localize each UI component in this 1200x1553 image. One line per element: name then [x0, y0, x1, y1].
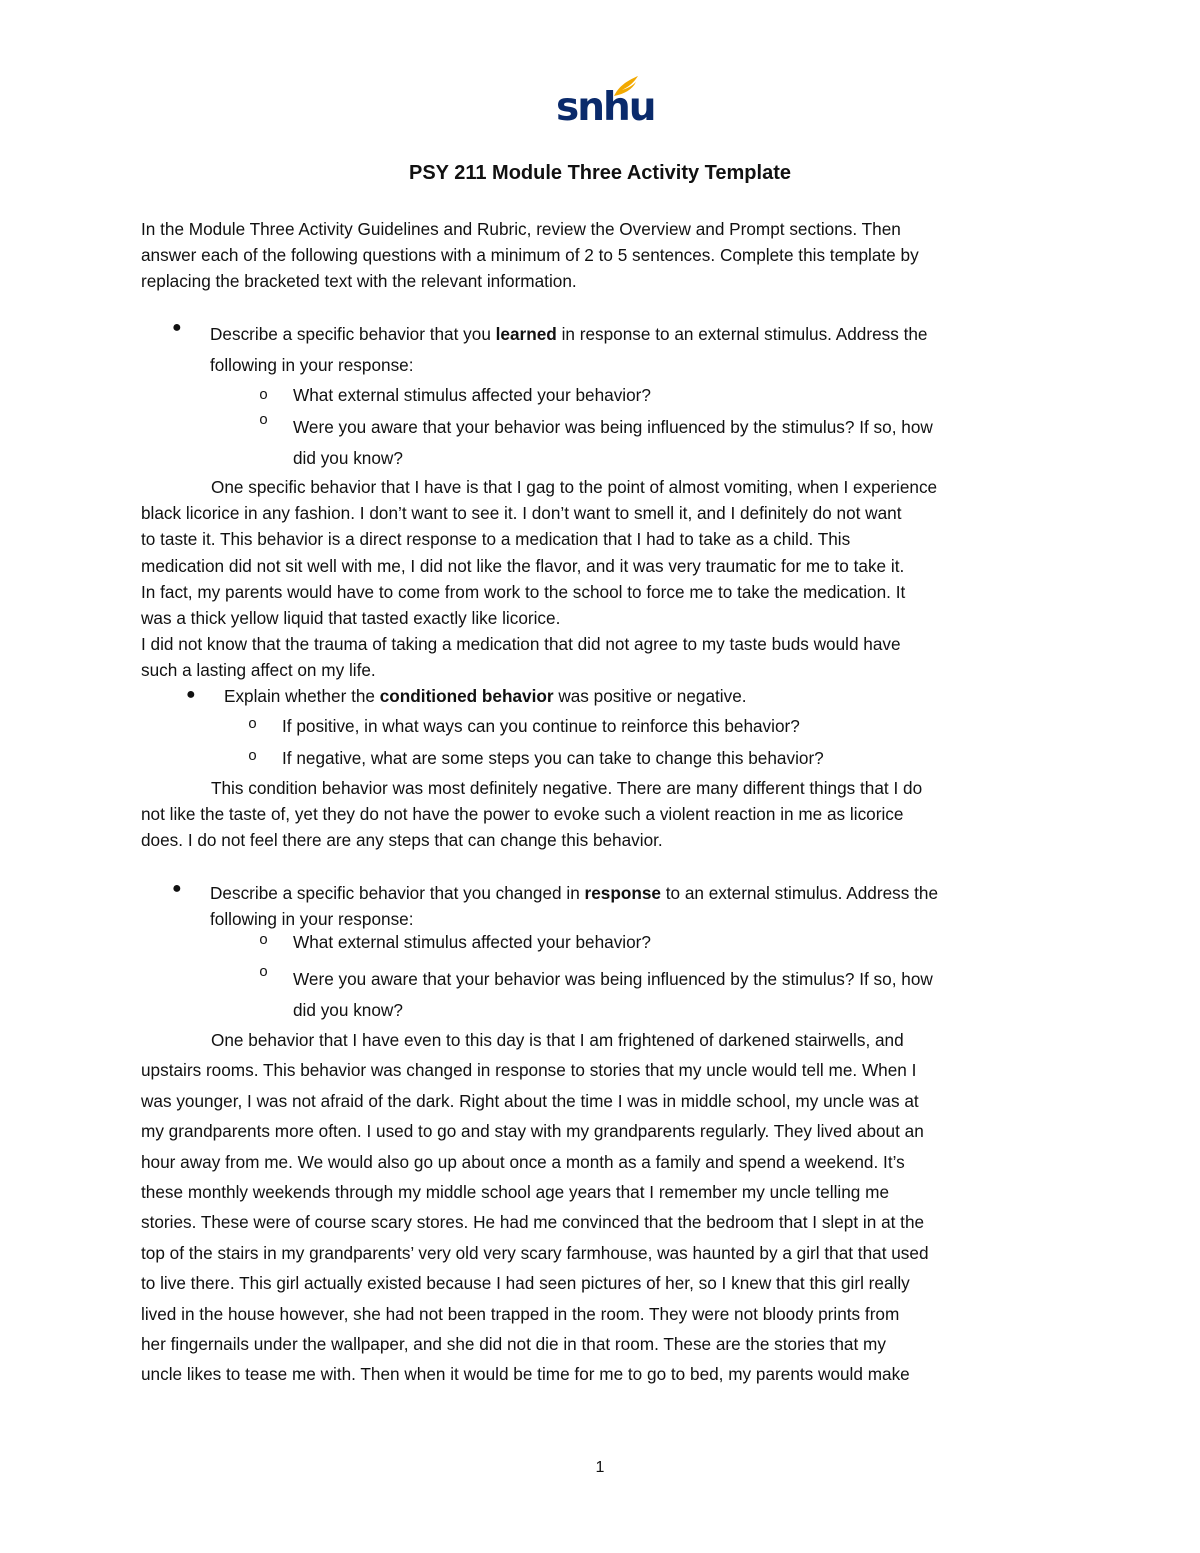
sub-question-text: If negative, what are some steps you can take to change this behavior?: [282, 748, 824, 768]
answer-line: my grandparents more often. I used to go and stay with my grandparents regularly. They lived about an: [141, 1121, 924, 1142]
answer-line: medication did not sit well with me, I did not like the flavor, and it was very traumatic for me to take it.: [141, 555, 905, 576]
answer-2: [141, 775, 1061, 853]
answer-line: to taste it. This behavior is a direct response to a medication that I had to take as a child. This: [141, 529, 851, 550]
answer-line: This condition behavior was most definitely negative. There are many different things that I do: [211, 778, 923, 798]
answer-line: top of the stairs in my grandparents’ very old very scary farmhouse, was haunted by a girl that that used: [141, 1242, 929, 1263]
question-text: was positive or negative.: [553, 686, 747, 706]
answer-line: does. I do not feel there are any steps that can change this behavior.: [141, 830, 663, 850]
intro-line: answer each of the following questions with a minimum of 2 to 5 sentences. Complete this template by: [141, 245, 919, 265]
bullet-icon: ●: [172, 880, 182, 897]
answer-line: hour away from me. We would also go up about once a month as a family and spend a weekend. It’s: [141, 1151, 905, 1172]
question-keyword: conditioned behavior: [379, 686, 554, 706]
sub-bullet-icon: o: [259, 412, 269, 429]
bullet-icon: ●: [172, 319, 182, 336]
intro-paragraph: [141, 216, 1061, 294]
question-2-sub-1: [248, 716, 800, 737]
question-keyword: learned: [495, 324, 557, 344]
question-2: [186, 686, 747, 707]
sub-bullet-icon: o: [259, 387, 269, 404]
snhu-logo: [556, 74, 655, 134]
question-text: Explain whether the: [224, 686, 380, 706]
intro-line: In the Module Three Activity Guidelines and Rubric, review the Overview and Prompt sections. Then: [141, 219, 901, 239]
question-text: following in your response:: [210, 355, 414, 375]
sub-question-text: What external stimulus affected your behavior?: [293, 385, 651, 405]
sub-question-text: Were you aware that your behavior was being influenced by the stimulus? If so, how: [293, 417, 933, 437]
question-1-sub-1: [259, 380, 651, 411]
question-3: [172, 880, 939, 932]
sub-bullet-icon: o: [259, 932, 269, 949]
sub-question-text: If positive, in what ways can you continue to reinforce this behavior?: [282, 716, 800, 736]
answer-line: lived in the house however, she had not been trapped in the room. They were not bloody prints from: [141, 1303, 900, 1324]
sub-question-text: What external stimulus affected your behavior?: [293, 932, 651, 952]
sub-bullet-icon: o: [248, 748, 258, 765]
question-1: [172, 319, 928, 381]
answer-1: [141, 474, 1061, 684]
sub-bullet-icon: o: [259, 964, 269, 981]
answer-line: uncle likes to tease me with. Then when it would be time for me to go to bed, my parents would make: [141, 1364, 910, 1385]
sub-question-text: did you know?: [293, 1000, 403, 1020]
question-text: following in your response:: [210, 909, 414, 929]
answer-line: was a thick yellow liquid that tasted exactly like licorice.: [141, 608, 561, 629]
answer-line: One behavior that I have even to this day is that I am frightened of darkened stairwells, and: [211, 1030, 904, 1050]
sub-question-text: Were you aware that your behavior was being influenced by the stimulus? If so, how: [293, 969, 933, 989]
question-keyword: response: [584, 883, 661, 903]
logo-text: snhu: [556, 85, 655, 130]
question-text: to an external stimulus. Address the: [660, 883, 939, 903]
question-1-sub-2: [259, 412, 933, 474]
answer-line: black licorice in any fashion. I don’t want to see it. I don’t want to smell it, and I definitely do not want: [141, 503, 902, 524]
question-text: Describe a specific behavior that you: [210, 324, 496, 344]
question-text: in response to an external stimulus. Address the: [556, 324, 928, 344]
answer-line: stories. These were of course scary stores. He had me convinced that the bedroom that I slept in at the: [141, 1212, 925, 1233]
answer-line: One specific behavior that I have is that I gag to the point of almost vomiting, when I experience: [211, 477, 938, 497]
answer-line: not like the taste of, yet they do not have the power to evoke such a violent reaction in me as licorice: [141, 804, 904, 824]
page-title: PSY 211 Module Three Activity Template: [409, 162, 791, 184]
sub-bullet-icon: o: [248, 716, 258, 733]
question-3-sub-1: [259, 932, 651, 953]
intro-line: replacing the bracketed text with the relevant information.: [141, 271, 577, 291]
bullet-icon: ●: [186, 686, 196, 703]
question-2-sub-2: [248, 748, 824, 769]
answer-line: upstairs rooms. This behavior was changed in response to stories that my uncle would tell me. When I: [141, 1060, 917, 1081]
answer-3: [141, 1025, 1061, 1390]
page-number: 1: [595, 1459, 605, 1476]
answer-line: to live there. This girl actually existed because I had seen pictures of her, so I knew that this girl really: [141, 1273, 910, 1294]
answer-line: I did not know that the trauma of taking a medication that did not agree to my taste buds would have: [141, 634, 901, 655]
answer-line: was younger, I was not afraid of the dark. Right about the time I was in middle school, my uncle was at: [141, 1090, 919, 1111]
answer-line: such a lasting affect on my life.: [141, 660, 376, 681]
question-3-sub-2: [259, 964, 933, 1026]
question-text: Describe a specific behavior that you changed in: [210, 883, 585, 903]
sub-question-text: did you know?: [293, 448, 403, 468]
answer-line: In fact, my parents would have to come from work to the school to force me to take the medication. It: [141, 581, 906, 602]
answer-line: these monthly weekends through my middle school age years that I remember my uncle telling me: [141, 1182, 890, 1203]
answer-line: her fingernails under the wallpaper, and she did not die in that room. These are the stories that my: [141, 1334, 886, 1355]
